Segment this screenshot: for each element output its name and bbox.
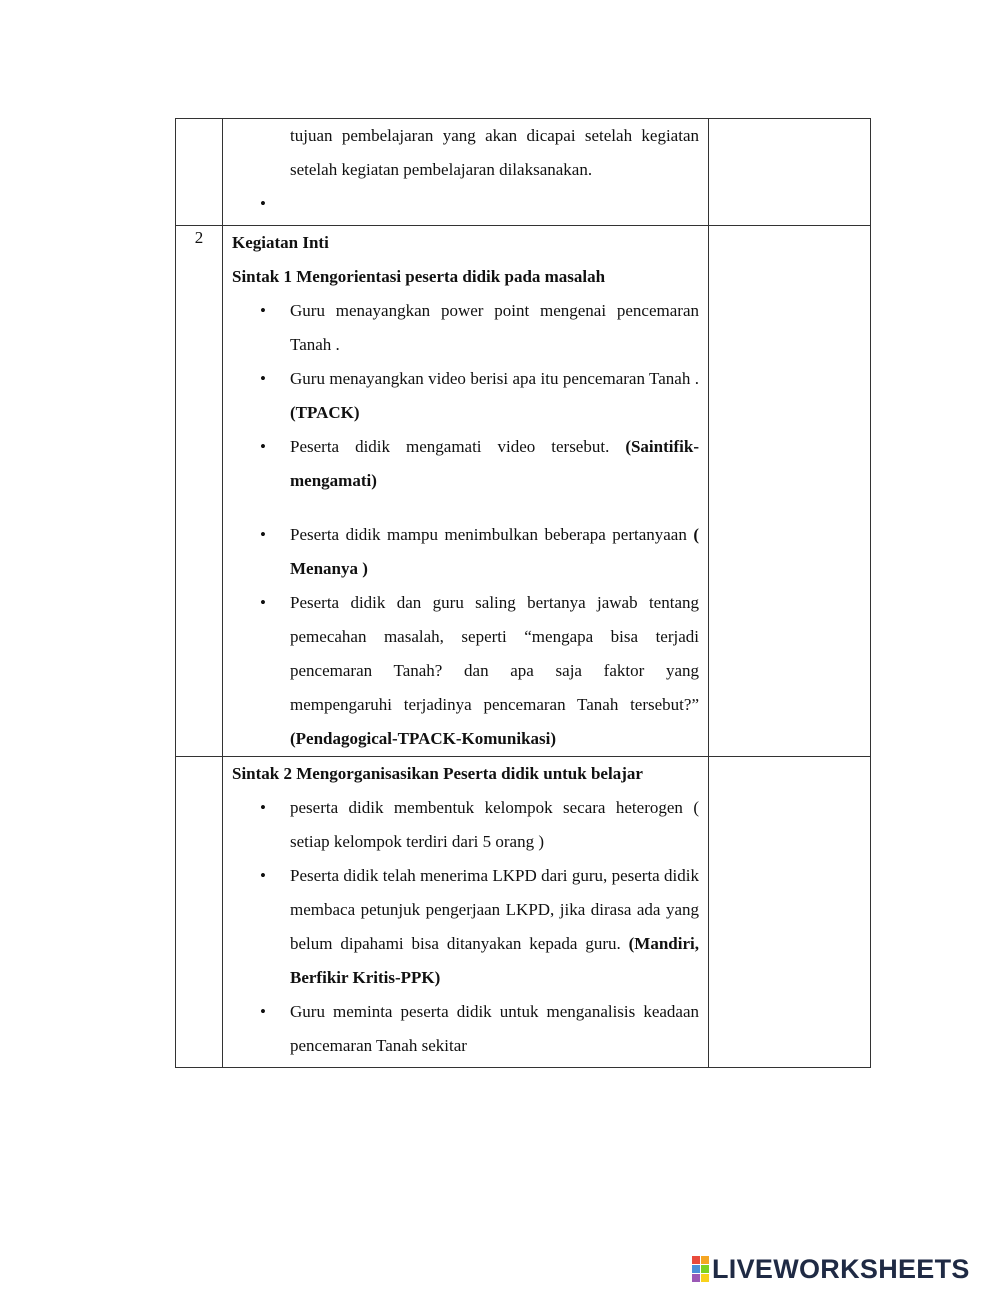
logo-square	[701, 1274, 709, 1282]
logo-square	[701, 1265, 709, 1273]
activity-bullet-list	[232, 294, 699, 756]
list-item: • Guru menayangkan power point mengenai pencemaran Tanah .	[290, 294, 699, 362]
list-item: • Peserta didik telah menerima LKPD dari guru, peserta didik membaca petunjuk pengerjaan LKPD, jika dirasa ada yang belum dipahami bisa ditanyakan kepada guru. (Mandiri, Berfikir Kritis-PPK)	[290, 859, 699, 995]
logo-square	[692, 1256, 700, 1264]
row-number-cell	[176, 119, 223, 226]
list-item: • Peserta didik mampu menimbulkan beberapa pertanyaan ( Menanya )	[290, 518, 699, 586]
syntax-heading: Sintak 1 Mengorientasi peserta didik pada masalah	[232, 267, 606, 286]
activity-bullet-list	[232, 791, 699, 1063]
logo-square	[692, 1274, 700, 1282]
notes-cell	[709, 226, 871, 757]
continued-paragraph: tujuan pembelajaran yang akan dicapai setelah kegiatan setelah kegiatan pembelajaran dilaksanakan.	[290, 126, 699, 179]
list-item: • Guru menayangkan video berisi apa itu pencemaran Tanah . (TPACK)	[290, 362, 699, 430]
logo-square	[701, 1256, 709, 1264]
syntax-heading: Sintak 2 Mengorganisasikan Peserta didik untuk belajar	[232, 764, 643, 783]
activity-cell	[223, 757, 709, 1068]
notes-cell	[709, 119, 871, 226]
table-row	[176, 226, 871, 757]
activity-cell	[223, 119, 709, 226]
row-number-cell: 2	[176, 226, 223, 757]
liveworksheets-logo[interactable]	[692, 1253, 970, 1284]
row-number-cell	[176, 757, 223, 1068]
logo-square	[692, 1265, 700, 1273]
logo-text: LIVEWORKSHEETS	[712, 1253, 970, 1284]
empty-bullet	[290, 187, 699, 221]
notes-cell	[709, 757, 871, 1068]
list-item: • Peserta didik mengamati video tersebut. (Saintifik-mengamati)	[290, 430, 699, 498]
lesson-activity-table	[175, 118, 871, 1068]
list-item: • peserta didik membentuk kelompok secara heterogen ( setiap kelompok terdiri dari 5 orang )	[290, 791, 699, 859]
list-item: • Guru meminta peserta didik untuk menganalisis keadaan pencemaran Tanah sekitar	[290, 995, 699, 1063]
table-row	[176, 119, 871, 226]
activity-cell	[223, 226, 709, 757]
table-row	[176, 757, 871, 1068]
section-heading: Kegiatan Inti	[232, 233, 329, 252]
logo-grid-icon	[692, 1256, 709, 1282]
list-item: • Peserta didik dan guru saling bertanya jawab tentang pemecahan masalah, seperti “mengapa bisa terjadi pencemaran Tanah? dan apa saja faktor yang mempengaruhi terjadinya pencemaran Tanah tersebut?” (Pendagogical-TPACK-Komunikasi)	[290, 586, 699, 756]
activity-bullet-list	[232, 119, 699, 221]
